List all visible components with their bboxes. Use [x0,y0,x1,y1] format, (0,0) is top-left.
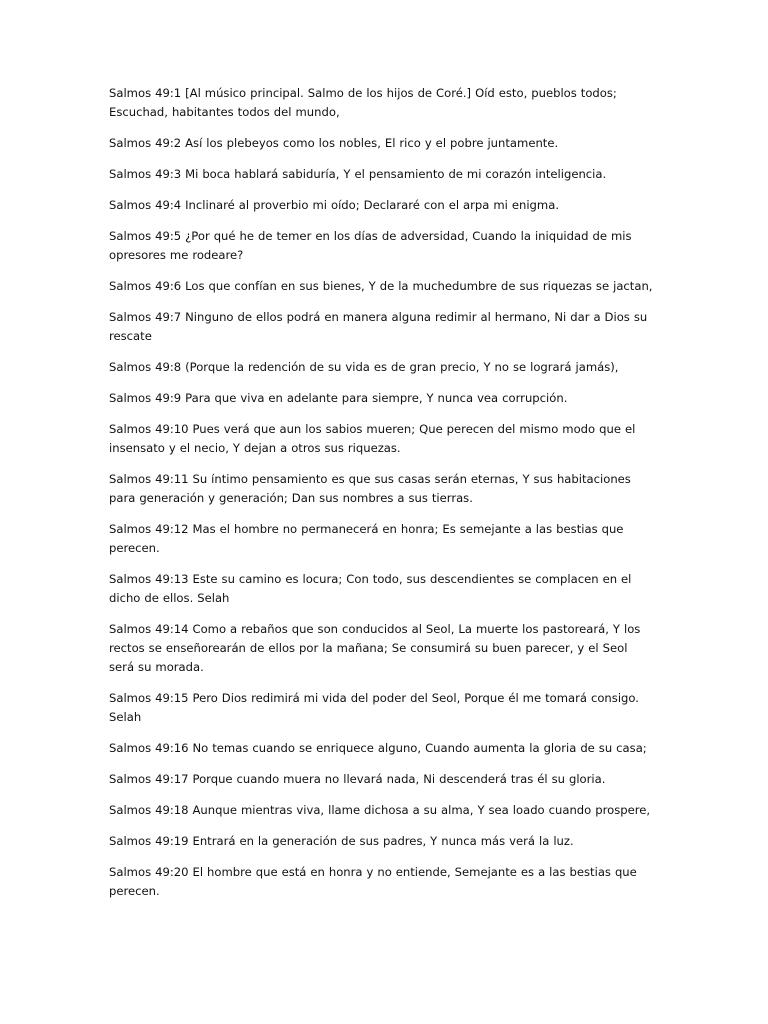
verse-14: Salmos 49:14 Como a rebaños que son conducidos al Seol, La muerte los pastoreará, Y los rectos se enseñorearán de ellos por la mañana; Se consumirá su buen parecer, y el Seol será su morada. [109,622,641,674]
verse-15: Salmos 49:15 Pero Dios redimirá mi vida del poder del Seol, Porque él me tomará consigo. Selah [109,691,639,724]
verse-9: Salmos 49:9 Para que viva en adelante para siempre, Y nunca vea corrupción. [109,391,568,405]
verse-3: Salmos 49:3 Mi boca hablará sabiduría, Y el pensamiento de mi corazón inteligencia. [109,167,607,181]
verse-1: Salmos 49:1 [Al músico principal. Salmo de los hijos de Coré.] Oíd esto, pueblos todos; Escuchad, habitantes todos del mundo, [109,86,617,119]
verse-13: Salmos 49:13 Este su camino es locura; Con todo, sus descendientes se complacen en el dicho de ellos. Selah [109,572,632,605]
verse-5: Salmos 49:5 ¿Por qué he de temer en los días de adversidad, Cuando la iniquidad de mis opresores me rodeare? [109,229,632,262]
verse-16: Salmos 49:16 No temas cuando se enriquece alguno, Cuando aumenta la gloria de su casa; [109,741,647,755]
verse-20: Salmos 49:20 El hombre que está en honra y no entiende, Semejante es a las bestias que perecen. [109,865,637,898]
verse-list [109,84,654,913]
verse-7: Salmos 49:7 Ninguno de ellos podrá en manera alguna redimir al hermano, Ni dar a Dios su rescate [109,310,648,343]
verse-2: Salmos 49:2 Así los plebeyos como los nobles, El rico y el pobre juntamente. [109,136,559,150]
verse-10: Salmos 49:10 Pues verá que aun los sabios mueren; Que perecen del mismo modo que el insensato y el necio, Y dejan a otros sus riquezas. [109,422,636,455]
verse-11: Salmos 49:11 Su íntimo pensamiento es que sus casas serán eternas, Y sus habitaciones para generación y generación; Dan sus nombres a sus tierras. [109,472,631,505]
verse-17: Salmos 49:17 Porque cuando muera no llevará nada, Ni descenderá tras él su gloria. [109,772,606,786]
verse-4: Salmos 49:4 Inclinaré al proverbio mi oído; Declararé con el arpa mi enigma. [109,198,560,212]
verse-6: Salmos 49:6 Los que confían en sus bienes, Y de la muchedumbre de sus riquezas se jactan, [109,279,653,293]
verse-8: Salmos 49:8 (Porque la redención de su vida es de gran precio, Y no se logrará jamás), [109,360,619,374]
verse-19: Salmos 49:19 Entrará en la generación de sus padres, Y nunca más verá la luz. [109,834,574,848]
verse-18: Salmos 49:18 Aunque mientras viva, llame dichosa a su alma, Y sea loado cuando prospere, [109,803,651,817]
verse-12: Salmos 49:12 Mas el hombre no permanecerá en honra; Es semejante a las bestias que perecen. [109,522,624,555]
